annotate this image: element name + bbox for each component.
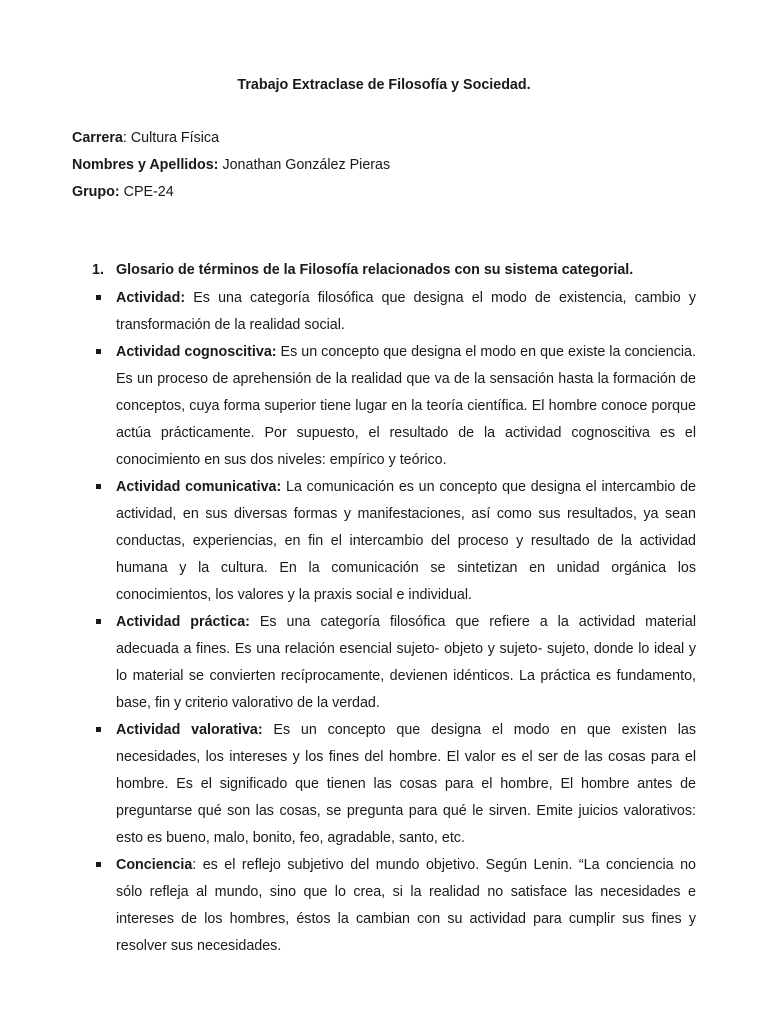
career-value: Cultura Física [130, 130, 220, 146]
glossary-term: Conciencia [116, 857, 193, 873]
glossary-item [96, 474, 696, 609]
career-line [72, 125, 390, 152]
glossary-item [96, 339, 696, 474]
career-separator: : [122, 130, 131, 146]
square-bullet-icon [96, 349, 101, 354]
square-bullet-icon [96, 619, 101, 624]
career-label: Carrera [72, 130, 123, 146]
glossary-definition: La comunicación es un concepto que designa el intercambio de actividad, en sus diversas formas y manifestaciones, así como sus resultados, ya sean conductas, experiencias, en fin el intercambio del proceso y resultado de la actividad humana y la cultura. En la comunicación se sintetizan en unidad orgánica los conocimientos, los valores y la praxis social e individual. [116, 479, 696, 603]
glossary-term: Actividad valorativa: [116, 722, 263, 738]
name-value: Jonathan González Pieras [222, 157, 391, 173]
square-bullet-icon [96, 862, 101, 867]
glossary-definition: Es una categoría filosófica que refiere a la actividad material adecuada a fines. Es una relación esencial sujeto- objeto y sujeto- sujeto, donde lo ideal y lo material se convierten recíprocamente, devienen idénticos. La práctica es fundamento, base, fin y criterio valorativo de la verdad. [116, 614, 696, 711]
section-number: 1. [92, 262, 104, 278]
glossary-definition: Es una categoría filosófica que designa el modo de existencia, cambio y transformación de la realidad social. [116, 290, 696, 333]
glossary-definition: : es el reflejo subjetivo del mundo objetivo. Según Lenin. “La conciencia no sólo refleja al mundo, sino que lo crea, si la realidad no satisface las necesidades e intereses de los hombres, éstos la cambian con su actividad para cumplir sus fines y resolver sus necesidades. [116, 857, 696, 954]
glossary-term: Actividad práctica: [116, 614, 250, 630]
name-line [72, 152, 390, 179]
glossary-item [96, 717, 696, 852]
group-line [72, 179, 390, 206]
square-bullet-icon [96, 295, 101, 300]
name-label: Nombres y Apellidos: [72, 157, 219, 173]
section-title: Glosario de términos de la Filosofía relacionados con su sistema categorial. [116, 262, 634, 278]
group-label: Grupo: [72, 184, 120, 200]
glossary-item [96, 285, 696, 339]
section-heading [92, 260, 633, 280]
square-bullet-icon [96, 727, 101, 732]
document-title: Trabajo Extraclase de Filosofía y Sociedad. [237, 77, 531, 93]
glossary-term: Actividad: [116, 290, 186, 306]
square-bullet-icon [96, 484, 101, 489]
glossary-term: Actividad comunicativa: [116, 479, 282, 495]
glossary-definition: Es un concepto que designa el modo en que existen las necesidades, los intereses y los fines del hombre. El valor es el ser de las cosas para el hombre. Es el significado que tienen las cosas para el hombre, El hombre antes de preguntarse qué son las cosas, se pregunta para qué le sirven. Emite juicios valorativos: esto es bueno, malo, bonito, feo, agradable, santo, etc. [116, 722, 696, 846]
student-info [72, 125, 390, 206]
glossary-item [96, 609, 696, 717]
group-value: CPE-24 [123, 184, 174, 200]
glossary-list [96, 285, 696, 960]
glossary-definition: Es un concepto que designa el modo en que existe la conciencia. Es un proceso de aprehensión de la realidad que va de la sensación hasta la formación de conceptos, cuya forma superior tiene lugar en la teoría científica. El hombre conoce porque actúa prácticamente. Por supuesto, el resultado de la actividad cognoscitiva es el conocimiento en sus dos niveles: empírico y teórico. [116, 344, 696, 468]
glossary-item [96, 852, 696, 960]
glossary-term: Actividad cognoscitiva: [116, 344, 277, 360]
